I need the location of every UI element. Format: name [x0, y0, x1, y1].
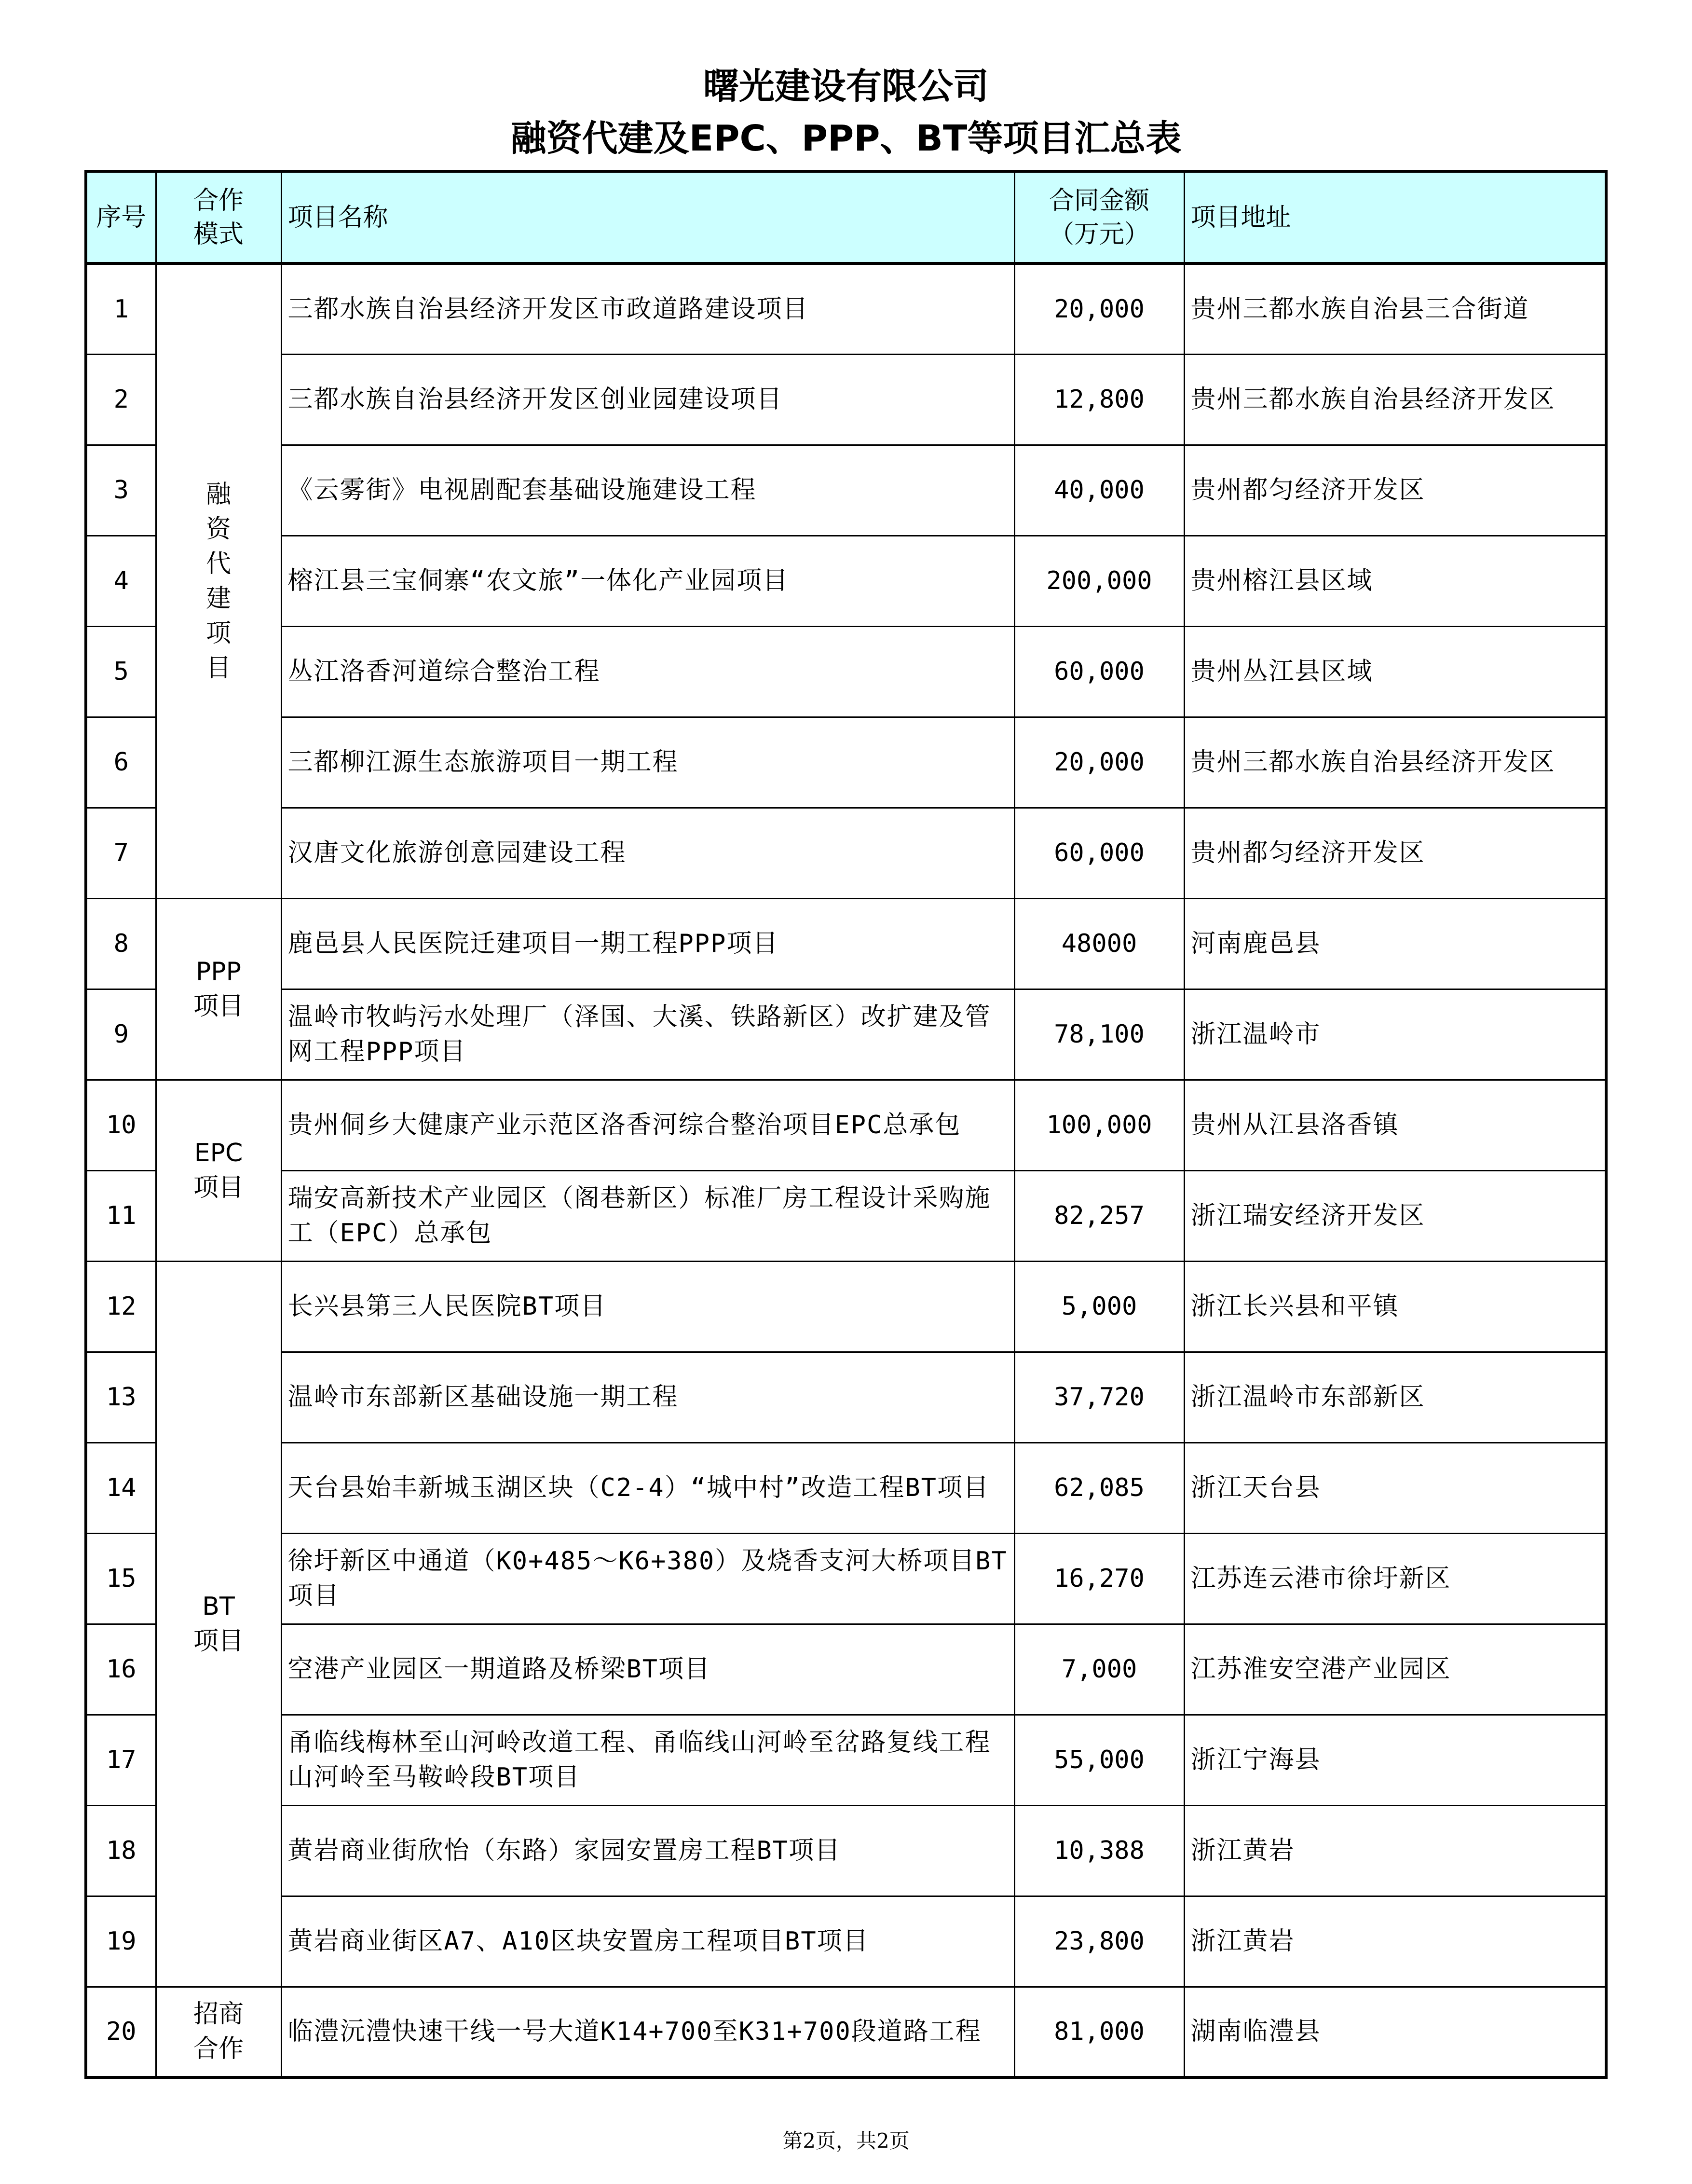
mode-ppp: PPP项目	[156, 898, 281, 1080]
row-no: 19	[86, 1896, 156, 1987]
row-amount: 20,000	[1014, 263, 1184, 354]
row-address: 贵州从江县洛香镇	[1184, 1080, 1606, 1170]
row-no: 13	[86, 1352, 156, 1442]
row-no: 7	[86, 808, 156, 898]
row-amount: 20,000	[1014, 717, 1184, 808]
row-no: 17	[86, 1715, 156, 1805]
table-row	[86, 1352, 1606, 1442]
table-row	[86, 808, 1606, 898]
row-address: 江苏连云港市徐圩新区	[1184, 1533, 1606, 1624]
table-row	[86, 1624, 1606, 1715]
row-no: 5	[86, 626, 156, 717]
row-name: 徐圩新区中通道（K0+485～K6+380）及烧香支河大桥项目BT项目	[281, 1533, 1014, 1624]
row-no: 6	[86, 717, 156, 808]
row-name: 三都水族自治县经济开发区创业园建设项目	[281, 354, 1014, 445]
row-address: 浙江瑞安经济开发区	[1184, 1170, 1606, 1261]
row-name: 黄岩商业街欣怡（东路）家园安置房工程BT项目	[281, 1805, 1014, 1896]
row-amount: 7,000	[1014, 1624, 1184, 1715]
page-footer: 第2页，共2页	[782, 2129, 910, 2153]
row-address: 湖南临澧县	[1184, 1987, 1606, 2077]
row-no: 4	[86, 536, 156, 626]
header-no: 序号	[86, 171, 156, 263]
row-name: 临澧沅澧快速干线一号大道K14+700至K31+700段道路工程	[281, 1987, 1014, 2077]
project-summary-table	[84, 170, 1608, 2079]
table-row	[86, 1533, 1606, 1624]
mode-financing: 融资代建项目	[156, 263, 281, 898]
row-amount: 60,000	[1014, 626, 1184, 717]
table-row	[86, 1080, 1606, 1170]
table-row	[86, 1170, 1606, 1261]
row-amount: 78,100	[1014, 989, 1184, 1080]
row-no: 20	[86, 1987, 156, 2077]
header-amount: 合同金额（万元）	[1014, 171, 1184, 263]
row-address: 浙江宁海县	[1184, 1715, 1606, 1805]
row-amount: 48000	[1014, 898, 1184, 989]
row-amount: 62,085	[1014, 1442, 1184, 1533]
row-address: 浙江温岭市东部新区	[1184, 1352, 1606, 1442]
row-address: 浙江黄岩	[1184, 1805, 1606, 1896]
table-row	[86, 1896, 1606, 1987]
row-no: 2	[86, 354, 156, 445]
row-address: 贵州三都水族自治县三合街道	[1184, 263, 1606, 354]
header-address: 项目地址	[1184, 171, 1606, 263]
row-no: 16	[86, 1624, 156, 1715]
row-name: 长兴县第三人民医院BT项目	[281, 1261, 1014, 1352]
header-name: 项目名称	[281, 171, 1014, 263]
table-row	[86, 1715, 1606, 1805]
row-name: 空港产业园区一期道路及桥梁BT项目	[281, 1624, 1014, 1715]
row-amount: 60,000	[1014, 808, 1184, 898]
row-address: 贵州丛江县区域	[1184, 626, 1606, 717]
row-name: 丛江洛香河道综合整治工程	[281, 626, 1014, 717]
table-row	[86, 354, 1606, 445]
row-address: 贵州榕江县区域	[1184, 536, 1606, 626]
row-amount: 40,000	[1014, 445, 1184, 536]
mode-invest: 招商合作	[156, 1987, 281, 2077]
row-name: 《云雾街》电视剧配套基础设施建设工程	[281, 445, 1014, 536]
table-row	[86, 1805, 1606, 1896]
row-amount: 82,257	[1014, 1170, 1184, 1261]
row-amount: 16,270	[1014, 1533, 1184, 1624]
table-row	[86, 717, 1606, 808]
row-name: 黄岩商业街区A7、A10区块安置房工程项目BT项目	[281, 1896, 1014, 1987]
row-address: 贵州都匀经济开发区	[1184, 445, 1606, 536]
row-address: 贵州都匀经济开发区	[1184, 808, 1606, 898]
row-no: 18	[86, 1805, 156, 1896]
table-row	[86, 626, 1606, 717]
row-amount: 55,000	[1014, 1715, 1184, 1805]
row-name: 天台县始丰新城玉湖区块（C2-4）“城中村”改造工程BT项目	[281, 1442, 1014, 1533]
row-address: 浙江长兴县和平镇	[1184, 1261, 1606, 1352]
table-header-row	[86, 171, 1606, 263]
row-no: 15	[86, 1533, 156, 1624]
table-row	[86, 1987, 1606, 2077]
row-name: 榕江县三宝侗寨“农文旅”一体化产业园项目	[281, 536, 1014, 626]
table-row	[86, 263, 1606, 354]
row-name: 三都柳江源生态旅游项目一期工程	[281, 717, 1014, 808]
row-name: 鹿邑县人民医院迁建项目一期工程PPP项目	[281, 898, 1014, 989]
table-row	[86, 445, 1606, 536]
row-no: 9	[86, 989, 156, 1080]
row-address: 浙江黄岩	[1184, 1896, 1606, 1987]
row-address: 贵州三都水族自治县经济开发区	[1184, 354, 1606, 445]
table-title: 融资代建及EPC、PPP、BT等项目汇总表	[510, 118, 1182, 159]
row-amount: 5,000	[1014, 1261, 1184, 1352]
mode-bt: BT项目	[156, 1261, 281, 1987]
row-no: 14	[86, 1442, 156, 1533]
row-no: 11	[86, 1170, 156, 1261]
table-row	[86, 1261, 1606, 1352]
row-no: 12	[86, 1261, 156, 1352]
row-address: 河南鹿邑县	[1184, 898, 1606, 989]
row-name: 瑞安高新技术产业园区（阁巷新区）标准厂房工程设计采购施工（EPC）总承包	[281, 1170, 1014, 1261]
table-row	[86, 898, 1606, 989]
table-row	[86, 1442, 1606, 1533]
row-address: 江苏淮安空港产业园区	[1184, 1624, 1606, 1715]
header-mode: 合作模式	[156, 171, 281, 263]
row-no: 3	[86, 445, 156, 536]
row-address: 浙江天台县	[1184, 1442, 1606, 1533]
row-amount: 10,388	[1014, 1805, 1184, 1896]
row-name: 三都水族自治县经济开发区市政道路建设项目	[281, 263, 1014, 354]
row-name: 甬临线梅林至山河岭改道工程、甬临线山河岭至岔路复线工程山河岭至马鞍岭段BT项目	[281, 1715, 1014, 1805]
row-amount: 200,000	[1014, 536, 1184, 626]
row-amount: 12,800	[1014, 354, 1184, 445]
row-no: 1	[86, 263, 156, 354]
mode-epc: EPC项目	[156, 1080, 281, 1261]
row-amount: 100,000	[1014, 1080, 1184, 1170]
row-amount: 23,800	[1014, 1896, 1184, 1987]
table-row	[86, 989, 1606, 1080]
table-row	[86, 536, 1606, 626]
row-name: 温岭市牧屿污水处理厂（泽国、大溪、铁路新区）改扩建及管网工程PPP项目	[281, 989, 1014, 1080]
row-amount: 81,000	[1014, 1987, 1184, 2077]
row-address: 贵州三都水族自治县经济开发区	[1184, 717, 1606, 808]
row-name: 汉唐文化旅游创意园建设工程	[281, 808, 1014, 898]
row-amount: 37,720	[1014, 1352, 1184, 1442]
row-name: 温岭市东部新区基础设施一期工程	[281, 1352, 1014, 1442]
row-name: 贵州侗乡大健康产业示范区洛香河综合整治项目EPC总承包	[281, 1080, 1014, 1170]
row-no: 8	[86, 898, 156, 989]
company-title: 曙光建设有限公司	[703, 66, 989, 107]
row-address: 浙江温岭市	[1184, 989, 1606, 1080]
row-no: 10	[86, 1080, 156, 1170]
